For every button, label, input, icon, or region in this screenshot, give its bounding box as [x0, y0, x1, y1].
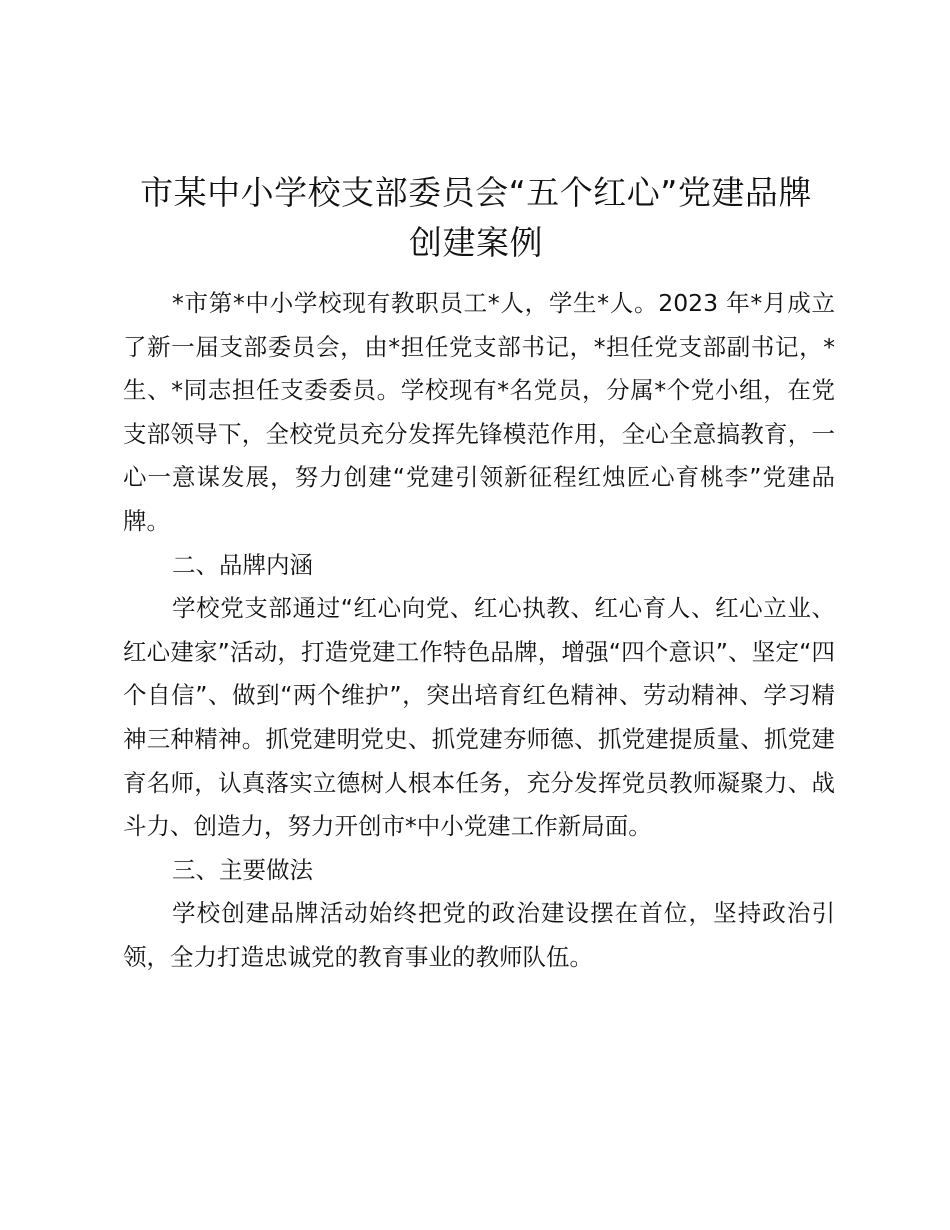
section-heading-brand-connotation: 二、品牌内涵 — [172, 550, 313, 579]
document-title — [120, 168, 832, 268]
intro-paragraph: *市第*中小学校现有教职员工*人，学生*人。2023 年*月成立了新一届支部委员会，由*担任党支部书记，*担任党支部副书记，*生、*同志担任支委委员。学校现有*名党员，分属*个党小组，在党支部领导下，全校党员充分发挥先锋模范作用，全心全意搞教育，一心一意谋发展，努力创建“党建引领新征程红烛匠心育桃李”党建品牌。 — [123, 289, 835, 535]
main-practices-paragraph: 学校创建品牌活动始终把党的政治建设摆在首位，坚持政治引领，全力打造忠诚党的教育事业的教师队伍。 — [123, 899, 835, 971]
document-body — [123, 282, 835, 980]
brand-connotation-paragraph: 学校党支部通过“红心向党、红心执教、红心育人、红心立业、红心建家”活动，打造党建工作特色品牌，增强“四个意识”、坚定“四个自信”、做到“两个维护”，突出培育红色精神、劳动精神、学习精神三种精神。抓党建明党史、抓党建夯师德、抓党建提质量、抓党建育名师，认真落实立德树人根本任务，充分发挥党员教师凝聚力、战斗力、创造力，努力开创市*中小党建工作新局面。 — [123, 594, 835, 841]
title-line-1: 市某中小学校支部委员会“五个红心”党建品牌 — [140, 173, 812, 212]
title-line-2: 创建案例 — [409, 223, 543, 262]
section-heading-main-practices: 三、主要做法 — [172, 855, 313, 884]
